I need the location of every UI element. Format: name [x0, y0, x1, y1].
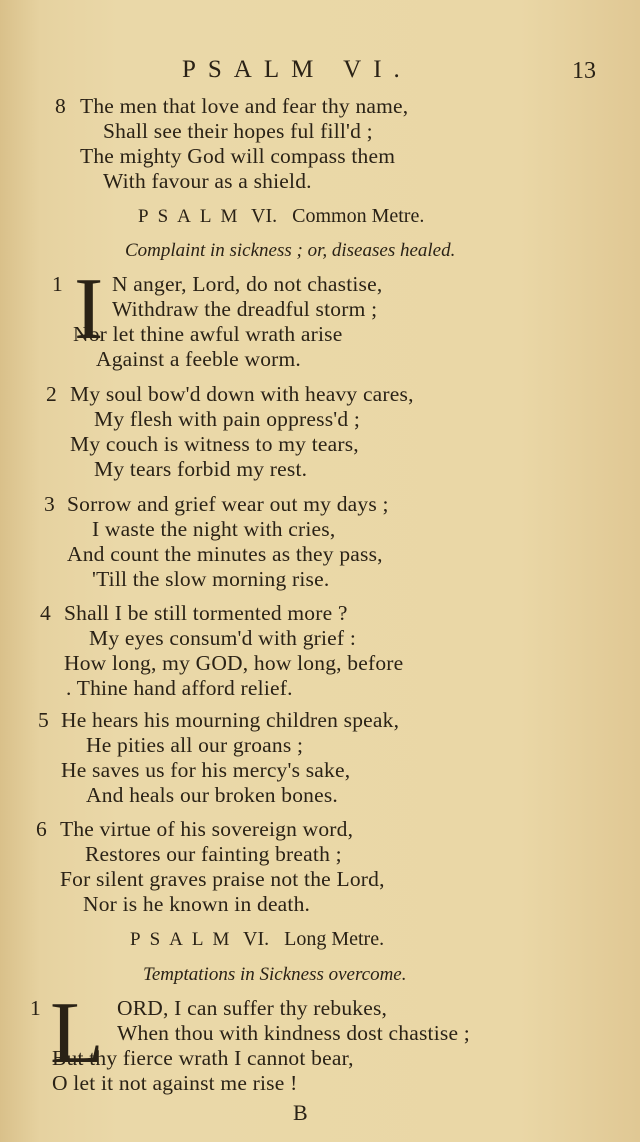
psalm-subtitle: Complaint in sickness ; or, diseases healed.	[125, 240, 456, 261]
psalm-subtitle: Temptations in Sickness overcome.	[143, 964, 407, 985]
title-number: VI.	[243, 928, 270, 950]
title-metre: Common Metre.	[292, 205, 425, 227]
verse-number: 5	[38, 708, 49, 732]
verse-line: My flesh with pain oppress'd ;	[94, 407, 361, 431]
verse-number: 1	[30, 996, 41, 1020]
verse-number: 3	[44, 492, 55, 516]
title-number: VI.	[251, 205, 278, 227]
verse-line: He hears his mourning children speak,	[61, 708, 400, 732]
psalm-title	[130, 928, 384, 951]
verse-line: And heals our broken bones.	[86, 783, 338, 807]
verse-line: 'Till the slow morning rise.	[92, 567, 330, 591]
drop-cap: I	[74, 261, 104, 358]
verse-number: 8	[55, 94, 66, 118]
verse-number: 6	[36, 817, 47, 841]
verse-line: My couch is witness to my tears,	[70, 432, 359, 456]
verse-line: ORD, I can suffer thy rebukes,	[117, 996, 388, 1020]
verse-line: How long, my GOD, how long, before	[64, 651, 404, 675]
verse-line: My soul bow'd down with heavy cares,	[70, 382, 414, 406]
verse-line: N anger, Lord, do not chastise,	[112, 272, 383, 296]
verse-number: 2	[46, 382, 57, 406]
verse-line: With favour as a shield.	[103, 169, 312, 193]
verse-line: For silent graves praise not the Lord,	[60, 867, 385, 891]
verse-line: But thy fierce wrath I cannot bear,	[52, 1046, 354, 1070]
verse-line: When thou with kindness dost chastise ;	[117, 1021, 470, 1045]
psalm-title	[138, 205, 424, 228]
title-word: PSALM	[130, 929, 239, 950]
verse-line: Against a feeble worm.	[96, 347, 301, 371]
verse-line: My eyes consum'd with grief :	[89, 626, 357, 650]
verse-line: My tears forbid my rest.	[94, 457, 308, 481]
verse-line: He saves us for his mercy's sake,	[61, 758, 351, 782]
verse-line: And count the minutes as they pass,	[67, 542, 383, 566]
verse-line: Shall I be still tormented more ?	[64, 601, 348, 625]
verse-line: Shall see their hopes ful fill'd ;	[103, 119, 373, 143]
verse-line: The men that love and fear thy name,	[80, 94, 409, 118]
verse-line: He pities all our groans ;	[86, 733, 304, 757]
signature-mark: B	[293, 1100, 308, 1125]
verse-line: Nor let thine awful wrath arise	[73, 322, 343, 346]
verse-number: 1	[52, 272, 63, 296]
title-word: PSALM	[138, 206, 247, 227]
verse-line: I waste the night with cries,	[92, 517, 336, 541]
title-metre: Long Metre.	[284, 928, 385, 950]
verse-number: 4	[40, 601, 51, 625]
verse-line: Sorrow and grief wear out my days ;	[67, 492, 389, 516]
drop-cap: L	[50, 985, 104, 1082]
verse-line: The virtue of his sovereign word,	[60, 817, 354, 841]
page-number: 13	[572, 58, 596, 84]
verse-line: Withdraw the dreadful storm ;	[112, 297, 378, 321]
verse-line: O let it not against me rise !	[52, 1071, 298, 1095]
verse-line: Restores our fainting breath ;	[85, 842, 342, 866]
verse-line: . Thine hand afford relief.	[66, 676, 293, 700]
verse-line: The mighty God will compass them	[80, 144, 396, 168]
verse-line: Nor is he known in death.	[83, 892, 311, 916]
running-title: PSALM VI.	[182, 56, 412, 83]
